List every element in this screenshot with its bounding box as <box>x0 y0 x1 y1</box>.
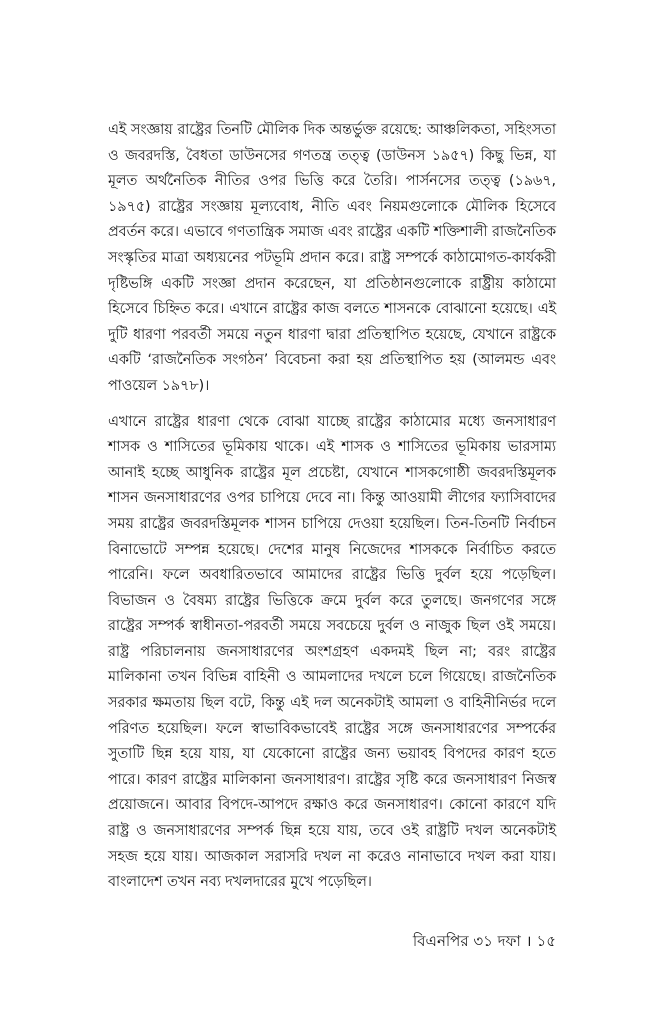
body-paragraph-1: এই সংজ্ঞায় রাষ্ট্রের তিনটি মৌলিক দিক অন্তর্ভুক্ত রয়েছে: আঞ্চলিকতা, সহিংসতা ও জবরদস্তি, বৈধতা ডাউনসের গণতন্ত্র তত্ত্ব (ডাউনস ১৯৫৭) কিছু ভিন্ন, যা মূলত অর্থনৈতিক নীতির ওপর ভিত্তি করে তৈরি। পার্সনসের তত্ত্ব (১৯৬৭, ১৯৭৫) রাষ্ট্রের সংজ্ঞায় মূল্যবোধ, নীতি এবং নিয়মগুলোকে মৌলিক হিসেবে প্রবর্তন করে। এভাবে গণতান্ত্রিক সমাজ এবং রাষ্ট্রের একটি শক্তিশালী রাজনৈতিক সংস্কৃতির মাত্রা অধ্যয়নের পটভূমি প্রদান করে। রাষ্ট্র সম্পর্কে কাঠামোগত-কার্যকরী দৃষ্টিভঙ্গি একটি সংজ্ঞা প্রদান করেছেন, যা প্রতিষ্ঠানগুলোকে রাষ্ট্রীয় কাঠামো হিসেবে চিহ্নিত করে। এখানে রাষ্ট্রের কাজ বলতে শাসনকে বোঝানো হয়েছে। এই দুটি ধারণা পরবর্তী সময়ে নতুন ধারণা দ্বারা প্রতিস্থাপিত হয়েছে, যেখানে রাষ্ট্রকে একটি ‘রাজনৈতিক সংগঠন’ বিবেচনা করা হয় প্রতিস্থাপিত হয় (আলমন্ড এবং পাওয়েল ১৯৭৮)। <box>108 122 556 394</box>
body-paragraph-2: এখানে রাষ্ট্রের ধারণা থেকে বোঝা যাচ্ছে রাষ্ট্রের কাঠামোর মধ্যে জনসাধারণ শাসক ও শাসিতের ভূমিকায় থাকে। এই শাসক ও শাসিতের ভূমিকায় ভারসাম্য আনাই হচ্ছে আধুনিক রাষ্ট্রের মূল প্রচেষ্টা, যেখানে শাসকগোষ্ঠী জবরদস্তিমূলক শাসন জনসাধারণের ওপর চাপিয়ে দেবে না। কিন্তু আওয়ামী লীগের ফ্যাসিবাদের সময় রাষ্ট্রের জবরদস্তিমূলক শাসন চাপিয়ে দেওয়া হয়েছিল। তিন-তিনটি নির্বাচন বিনাভোটে সম্পন্ন হয়েছে। দেশের মানুষ নিজেদের শাসককে নির্বাচিত করতে পারেনি। ফলে অবধারিতভাবে আমাদের রাষ্ট্রের ভিত্তি দুর্বল হয়ে পড়েছিল। বিভাজন ও বৈষম্য রাষ্ট্রের ভিত্তিকে ক্রমে দুর্বল করে তুলছে। জনগণের সঙ্গে রাষ্ট্রের সম্পর্ক স্বাধীনতা-পরবর্তী সময়ে সবচেয়ে দুর্বল ও নাজুক ছিল ওই সময়ে। রাষ্ট্র পরিচালনায় জনসাধারণের অংশগ্রহণ একদমই ছিল না; বরং রাষ্ট্রের মালিকানা তখন বিভিন্ন বাহিনী ও আমলাদের দখলে চলে গিয়েছে। রাজনৈতিক সরকার ক্ষমতায় ছিল বটে, কিন্তু এই দল অনেকটাই আমলা ও বাহিনীনির্ভর দলে পরিণত হয়েছিল। ফলে স্বাভাবিকভাবেই রাষ্ট্রের সঙ্গে জনসাধারণের সম্পর্কের সুতাটি ছিন্ন হয়ে যায়, যা যেকোনো রাষ্ট্রের জন্য ভয়াবহ বিপদের কারণ হতে পারে। কারণ রাষ্ট্রের মালিকানা জনসাধারণ। রাষ্ট্রের সৃষ্টি করে জনসাধারণ নিজস্ব প্রয়োজনে। আবার বিপদে-আপদে রক্ষাও করে জনসাধারণ। কোনো কারণে যদি রাষ্ট্র ও জনসাধারণের সম্পর্ক ছিন্ন হয়ে যায়, তবে ওই রাষ্ট্রটি দখল অনেকটাই সহজ হয়ে যায়। আজকাল সরাসরি দখল না করেও নানাভাবে দখল করা যায়। বাংলাদেশ তখন নব্য দখলদারের মুখে পড়েছিল। <box>108 413 556 891</box>
page-body <box>108 118 556 896</box>
footer-separator: । <box>525 932 532 950</box>
running-footer <box>413 930 556 952</box>
footer-book-title: বিএনপির ৩১ দফা <box>412 932 521 950</box>
page-number: ১৫ <box>536 932 556 950</box>
